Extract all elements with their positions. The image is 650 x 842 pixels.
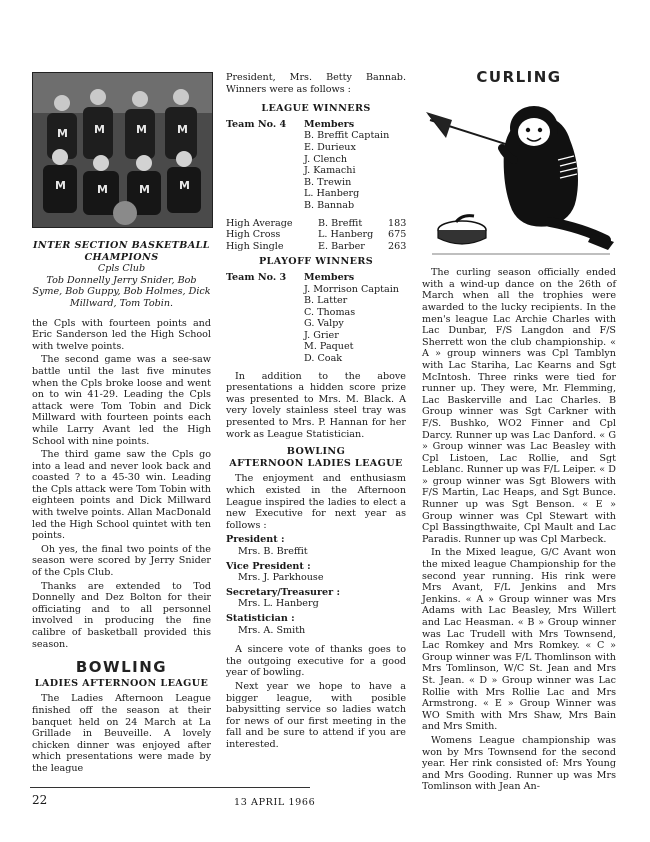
svg-text:M: M <box>177 123 188 136</box>
member-name: L. Hanberg <box>304 188 360 200</box>
article-paragraph: The second game was a see-saw battle until the last five minutes when the Cpls broke loose and went on to win 41-29. Leading the Cpls attack were Tom Tobin and Dick Millward with fourteen points each while Larry Avant led the High School with nine points. <box>32 354 211 447</box>
league-member-list <box>304 130 406 211</box>
member-name: B. Breffit Captain <box>304 130 390 142</box>
bowling-subheading: LADIES AFTERNOON LEAGUE <box>34 677 209 689</box>
article-paragraph: In the Mixed league, G/C Avant won the mixed league Championship for the second year running. His rink were Mrs Avant, F/L Jenkins and Mrs Jenkins. « A » Group winner was Mrs Adams with Lac Beasley, Mrs Willert and Lac Heasman. « B » Group winner was Lac Trudell with Mrs Townsend, Lac Romkey and Mrs Romkey. « C » Group winner was F/L Thomlinson with Mrs Tomlinson, W/C St. Jean and Mrs St. Jean. « D » Group winner was Lac Rollie with Mrs Rollie Lac and Mrs Armstrong. « E » Group Winner was WO Smith with Mrs Shaw, Mrs Bain and Mrs Smith. <box>422 547 616 733</box>
office-title: Statistician : <box>226 612 295 624</box>
svg-text:M: M <box>136 123 147 136</box>
league-winners-heading: LEAGUE WINNERS <box>261 103 371 115</box>
svg-text:M: M <box>97 183 108 196</box>
league-team-row <box>226 119 406 131</box>
office-title: Secretary/Treasurer : <box>226 586 341 598</box>
playoff-member-list <box>304 284 406 365</box>
stat-name: B. Breffit <box>318 217 363 229</box>
footer-rule <box>30 787 310 788</box>
member-name: J. Kamachi <box>304 165 356 177</box>
member-name: D. Coak <box>304 353 343 365</box>
column-right <box>422 68 616 795</box>
photo-caption <box>32 240 211 310</box>
caption-club: Cpls Club <box>97 263 146 275</box>
office-holder: Mrs. L. Hanberg <box>238 598 319 610</box>
caption-title: INTER SECTION BASKETBALL CHAMPIONS <box>33 240 210 263</box>
svg-text:M: M <box>179 179 190 192</box>
article-paragraph: The Ladies Afternoon League finished off the season at their banquet held on 24 March at La Grillade in Beuveille. A lovely chicken dinner was enjoyed after which presentations were made by the league <box>32 693 211 774</box>
team-photo-image <box>33 73 212 227</box>
stat-row <box>226 218 406 230</box>
article-paragraph: In addition to the above presentations a hidden score prize was presented to Mrs. M. Black. A very lovely stainless steel tray was presented to Mrs. P. Hannan for her work as League Statistician. <box>226 370 406 440</box>
stat-label: High Average <box>226 217 293 229</box>
article-paragraph: The curling season officially ended with a wind-up dance on the 26th of March when all the trophies were awarded to the lucky recipients. In the men's league Lac Archie Charles with Lac Dunbar, F/S Langdon and F/S Sherrett won the club championship. « A » group winners was Cpl Tamblyn with Lac Stariha, Lac Kearns and Sgt McIntosh. Three rinks were tied for runner up. They were, Mr. Flemming, Lac Baskerville and Lac Charles. B Group winner was Sgt Carkner with F/S. Bushko, WO2 Finner and Cpl Darcy. Runner up was Lac Danford. « G » Group winner was Lac Beasley with Cpl Listoen, Lac Rollie, and Sgt Leblanc. Runner up was F/L Leiper. « D » group winner was Sgt Blowers with F/S Martin, Lac Heaps, and Sgt Bunce. Runner up was Sgt Benson. « E » Group winner was Cpl Stewart with Cpl Bassingthwaite, Cpl Mault and Lac Paradis. Runner up was Cpl Marbeck. <box>422 267 616 545</box>
playoff-winners-heading: PLAYOFF WINNERS <box>258 256 374 268</box>
member-name: M. Paquet <box>304 341 354 353</box>
member-name: B. Trewin <box>304 176 352 188</box>
member-name: B. Bannab <box>304 199 355 211</box>
stat-name: L. Hanberg <box>318 229 374 241</box>
member-name: C. Thomas <box>304 306 356 318</box>
member-name: B. Latter <box>304 295 348 307</box>
office-holder: Mrs. B. Breffit <box>238 545 308 557</box>
member-name: J. Clench <box>304 153 348 165</box>
member-name: J. Grier <box>304 329 339 341</box>
stat-row <box>226 241 406 253</box>
members-label: Members <box>304 118 355 130</box>
article-paragraph: A sincere vote of thanks goes to the outgoing executive for a good year of bowling. <box>226 644 406 679</box>
bowling2-subheading: AFTERNOON LADIES LEAGUE <box>229 457 403 469</box>
article-paragraph: Thanks are extended to Tod Donnelly and Dez Bolton for their officiating and to all personnel involved in producing the fine calibre of basketball provided this season. <box>32 580 211 650</box>
svg-text:M: M <box>94 123 105 136</box>
svg-text:M: M <box>139 183 150 196</box>
svg-text:M: M <box>57 127 68 140</box>
article-paragraph: the Cpls with fourteen points and Eric Sanderson led the High School with twelve points. <box>32 317 211 352</box>
stat-value: 183 <box>388 217 407 229</box>
bowling2-heading: BOWLING <box>286 446 346 458</box>
stat-label: High Cross <box>226 229 281 241</box>
curling-heading: CURLING <box>476 68 562 86</box>
member-name: G. Valpy <box>304 318 344 330</box>
office-title: President : <box>226 534 285 546</box>
bowling-heading: BOWLING <box>75 658 168 677</box>
stat-row <box>226 229 406 241</box>
article-paragraph: The third game saw the Cpls go into a lead and never look back and coasted ? to a 45-30 win. Leading the Cpls attack were Tom Tobin with eighteen points and Dick Millward with twelve points. Allan MacDonald led the High School quintet with ten points. <box>32 449 211 542</box>
article-paragraph: Next year we hope to have a bigger league, with posible babysitting service so ladies watch for news of our first meeting in the fall and be sure to attend if you are interested. <box>226 680 406 750</box>
curler-illustration <box>422 90 616 258</box>
stat-value: 263 <box>388 240 407 252</box>
caption-names: Tob Donnelly Jerry Snider, Bob Syme, Bob Guppy, Bob Holmes, Dick Millward, Tom Tobin. <box>32 274 211 309</box>
team-label: Team No. 3 <box>226 271 287 283</box>
article-paragraph: The enjoyment and enthusiasm which existed in the Afternoon League inspired the ladies to elect a new Executive for next year as follows : <box>226 473 406 531</box>
column-left <box>32 72 211 777</box>
stat-label: High Single <box>226 240 284 252</box>
svg-text:M: M <box>55 179 66 192</box>
member-name: E. Durieux <box>304 141 356 153</box>
office-holder: Mrs. J. Parkhouse <box>238 572 324 584</box>
article-paragraph: Womens League championship was won by Mrs Townsend for the second year. Her rink consisted of: Mrs Young and Mrs Gooding. Runner up was Mrs Tomlinson with Jean An- <box>422 734 616 793</box>
stats-table <box>226 218 406 253</box>
column-middle <box>226 72 406 752</box>
member-name: J. Morrison Captain <box>304 283 399 295</box>
playoff-team-row <box>226 272 406 284</box>
team-photo <box>32 72 213 228</box>
team-label: Team No. 4 <box>226 118 287 130</box>
intro-paragraph: President, Mrs. Betty Bannab. Winners were as follows : <box>226 72 406 95</box>
members-label: Members <box>304 271 355 283</box>
stat-name: E. Barber <box>318 240 365 252</box>
article-paragraph: Oh yes, the final two points of the season were scored by Jerry Snider of the Cpls Club. <box>32 543 211 579</box>
page-number: 22 <box>32 793 48 807</box>
office-holder: Mrs. A. Smith <box>238 624 306 636</box>
issue-date: 13 APRIL 1966 <box>234 797 316 808</box>
stat-value: 675 <box>388 229 407 241</box>
office-title: Vice President : <box>226 560 311 572</box>
